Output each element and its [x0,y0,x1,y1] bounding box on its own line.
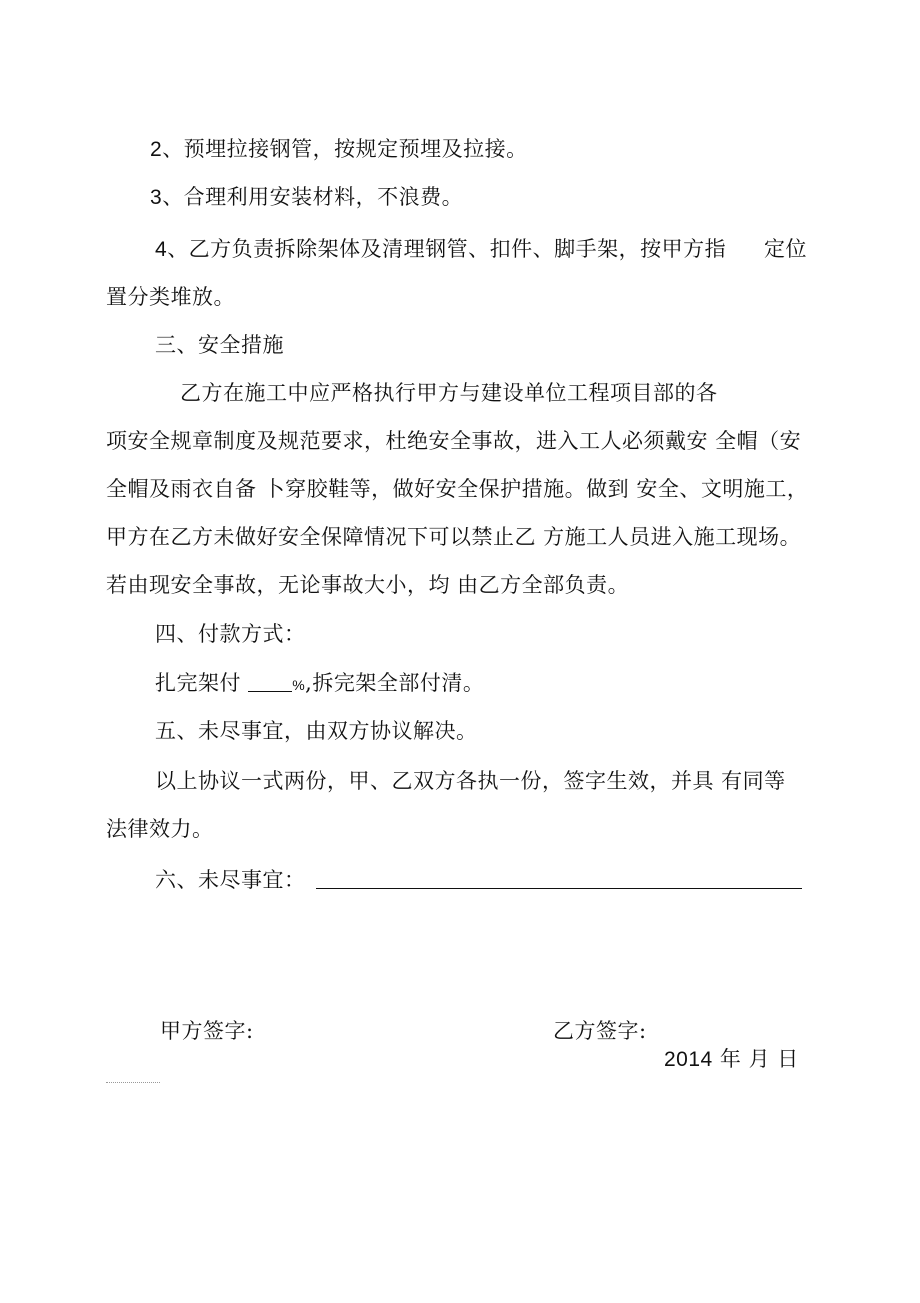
item-4-text: 、乙方负责拆除架体及清理钢管、扣件、脚手架，按甲方指 [167,237,727,261]
item-3 [150,183,463,212]
section-3-heading: 三、安全措施 [155,333,284,357]
item-2 [150,135,528,164]
section-6-blank-line [316,888,802,889]
payment-percent-blank [248,673,292,692]
section-6-label: 六、未尽事宜： [155,868,306,892]
signature-date-rest: 年 月 日 [719,1047,799,1071]
item-3-text: 、合理利用安装材料，不浪费。 [162,185,464,209]
section-4-heading: 四、付款方式： [155,622,306,646]
section-3-line-1: 乙方在施工中应严格执行甲方与建设单位工程项目部的各 [180,381,718,405]
section-3-line-2: 项安全规章制度及规范要求，杜绝安全事故，进入工人必须戴安 全帽（安 [106,429,802,453]
agreement-line-2: 法律效力。 [106,817,214,841]
agreement-line-1: 以上协议一式两份，甲、乙双方各执一份，签字生效，并具 有同等 [155,769,786,793]
signature-date [664,1045,799,1074]
payment-line [155,669,484,699]
footer-dotted-mark [106,1082,160,1083]
section-3-line-4: 甲方在乙方未做好安全保障情况下可以禁止乙 方施工人员进入施工现场。 [106,525,802,549]
item-2-number: 2 [150,138,163,161]
item-4 [155,235,726,264]
section-5-text: 五、未尽事宜，由双方协议解决。 [155,719,478,743]
section-3-line-3: 全帽及雨衣自备 卜穿胶鞋等，做好安全保护措施。做到 安全、文明施工， [106,477,809,501]
item-4-number: 4 [155,238,168,261]
item-2-text: 、预埋拉接钢管，按规定预埋及拉接。 [162,137,528,161]
payment-prefix: 扎完架付 [155,671,241,695]
party-a-signature-label: 甲方签字: [160,1019,254,1043]
section-3-line-5: 若由现安全事故，无论事故大小，均 由乙方全部负责。 [106,573,630,597]
item-4-text-continued: 置分类堆放。 [106,285,235,309]
percent-sign: % [292,677,306,693]
signature-year: 2014 [664,1048,713,1071]
party-b-signature-label: 乙方签字: [553,1019,647,1043]
payment-suffix: ,拆完架全部付清。 [305,671,485,695]
item-4-text-tail: 定位 [764,237,807,261]
item-3-number: 3 [150,186,163,209]
